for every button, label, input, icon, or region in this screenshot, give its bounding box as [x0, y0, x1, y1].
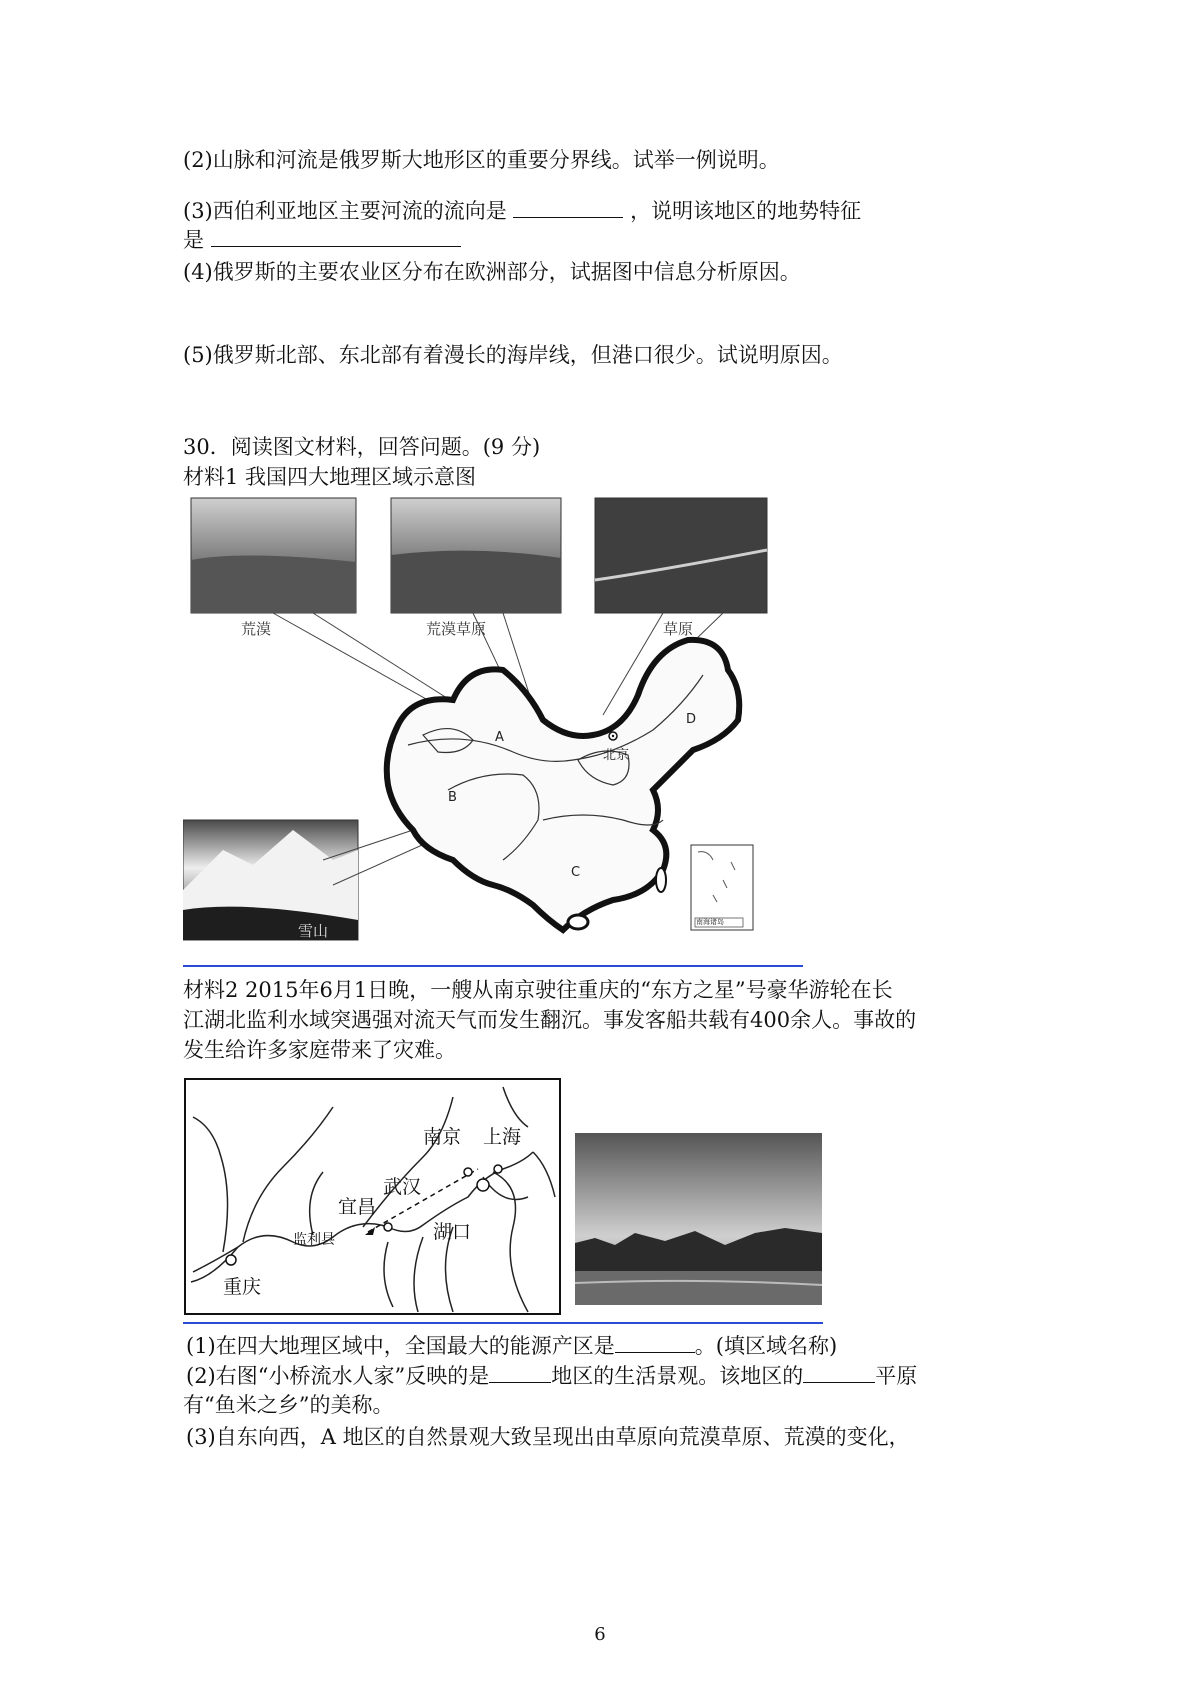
caption-desert-steppe: 荒漠草原: [426, 620, 487, 638]
question-30-1: [186, 1330, 837, 1361]
region-label-c: C: [571, 865, 581, 880]
label-shanghai: 上海: [483, 1126, 522, 1148]
wuhan-marker: [384, 1223, 392, 1231]
figure-1-underline: [183, 965, 803, 967]
question-30-1-text-a: (1)在四大地理区域中，全国最大的能源产区是: [186, 1334, 615, 1358]
lake-marker: [477, 1179, 489, 1191]
water-town-photo: [575, 1133, 822, 1305]
answer-blank: [489, 1360, 551, 1383]
question-29-3-continued: [183, 224, 461, 255]
answer-blank: [803, 1360, 875, 1383]
material-1-title: 材料1 我国四大地理区域示意图: [183, 465, 477, 489]
region-label-b: B: [448, 790, 457, 805]
answer-blank: [513, 195, 623, 218]
question-29-3-text-c: 是: [183, 228, 204, 252]
caption-desert: 荒漠: [241, 620, 272, 638]
question-29-4: (4)俄罗斯的主要农业区分布在欧洲部分，试据图中信息分析原因。: [183, 260, 801, 284]
question-29-5: (5)俄罗斯北部、东北部有着漫长的海岸线，但港口很少。试说明原因。: [183, 343, 843, 367]
label-chongqing: 重庆: [223, 1276, 262, 1298]
label-yichang: 宜昌: [338, 1196, 377, 1218]
figure-china-regions-map: [183, 490, 803, 960]
nanjing-marker: [464, 1168, 472, 1176]
label-wuhan: 武汉: [383, 1176, 422, 1198]
region-label-a: A: [495, 730, 504, 745]
region-label-d: D: [686, 712, 697, 727]
answer-blank: [615, 1330, 695, 1353]
question-29-3: [183, 195, 861, 226]
caption-grassland: 草原: [663, 620, 694, 638]
question-30-1-text-b: 。(填区域名称): [694, 1334, 838, 1358]
label-jianli: 监利县: [293, 1232, 335, 1248]
caption-snow-mountain: 雪山: [298, 922, 329, 940]
question-29-3-text-a: (3)西伯利亚地区主要河流的流向是: [183, 199, 507, 223]
china-outline: [387, 640, 740, 930]
material-2-line-1: 材料2 2015年6月1日晚，一艘从南京驶往重庆的“东方之星”号豪华游轮在长: [183, 978, 893, 1002]
question-30-2-text-a: (2)右图“小桥流水人家”反映的是: [186, 1364, 490, 1388]
question-29-3-text-b: ，说明该地区的地势特征: [630, 199, 862, 223]
question-30-title: 30．阅读图文材料，回答问题。(9 分): [183, 435, 541, 459]
shanghai-marker: [494, 1165, 502, 1173]
answer-blank: [211, 224, 461, 247]
figure-yangtze-map: [183, 1077, 563, 1317]
question-30-2-text-b: 地区的生活景观。该地区的: [551, 1364, 804, 1388]
material-2-line-3: 发生给许多家庭带来了灾难。: [183, 1038, 456, 1062]
inset-label: 南海诸岛: [696, 918, 724, 926]
question-30-2-text-c: 平原: [875, 1364, 918, 1388]
material-2-line-2: 江湖北监利水域突遇强对流天气而发生翻沉。事发客船共载有400余人。事故的: [183, 1008, 917, 1032]
china-map-svg: [183, 490, 803, 960]
question-30-2-continued: 有“鱼米之乡”的美称。: [183, 1393, 394, 1417]
figure-2-underline: [183, 1322, 823, 1324]
question-30-3: (3)自东向西，A 地区的自然景观大致呈现出由草原向荒漠草原、荒漠的变化，: [186, 1425, 910, 1449]
page-number: 6: [594, 1624, 606, 1645]
chongqing-marker: [226, 1255, 236, 1265]
question-30-2: [186, 1360, 917, 1391]
question-29-2: (2)山脉和河流是俄罗斯大地形区的重要分界线。试举一例说明。: [183, 148, 780, 172]
label-nanjing: 南京: [423, 1126, 462, 1148]
city-label-beijing: 北京: [603, 748, 630, 763]
label-hukou: 湖口: [433, 1221, 472, 1243]
